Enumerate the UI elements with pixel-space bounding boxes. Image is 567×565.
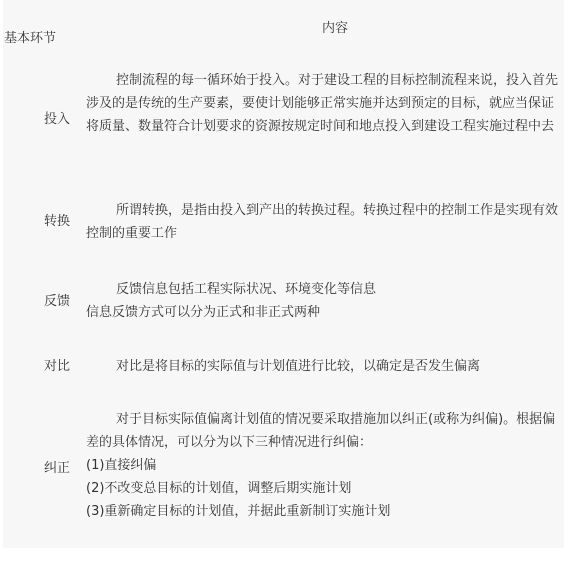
header-basic-step: 基本环节 — [4, 31, 57, 46]
row-line: (1)直接纠偏 — [86, 458, 157, 473]
row-line: (3)重新确定目标的计划值，并据此重新制订实施计划 — [86, 504, 391, 519]
row-line: 信息反馈方式可以分为正式和非正式两种 — [86, 305, 321, 320]
row-content-correct — [86, 408, 558, 523]
row-label-transform: 转换 — [44, 214, 71, 229]
row-line: 对比是将目标的实际值与计划值进行比较，以确定是否发生偏离 — [116, 359, 481, 374]
header-content: 内容 — [322, 21, 349, 36]
row-paragraph: 所谓转换，是指由投入到产出的转换过程。转换过程中的控制工作是实现有效控制的重要工作 — [86, 203, 559, 241]
row-line: (2)不改变总目标的计划值，调整后期实施计划 — [86, 481, 352, 496]
row-content-input — [86, 69, 558, 138]
row-content-feedback — [86, 278, 558, 324]
row-label-correct: 纠正 — [44, 461, 71, 476]
row-label-feedback: 反馈 — [44, 294, 71, 309]
row-paragraph: 对于目标实际值偏离计划值的情况要采取措施加以纠正(或称为纠偏)。根据偏差的具体情况，可以分为以下三种情况进行纠偏： — [86, 412, 556, 450]
row-label-compare: 对比 — [44, 359, 71, 374]
row-label-input: 投入 — [44, 112, 71, 127]
row-content-compare — [86, 355, 558, 378]
row-paragraph: 控制流程的每一循环始于投入。对于建设工程的目标控制流程来说，投入首先涉及的是传统的生产要素，要使计划能够正常实施并达到预定的目标，就应当保证将质量、数量符合计划要求的资源按规定时间和地点投入到建设工程实施过程中去 — [86, 73, 559, 134]
row-line: 反馈信息包括工程实际状况、环境变化等信息 — [116, 282, 377, 297]
row-content-transform — [86, 199, 558, 245]
